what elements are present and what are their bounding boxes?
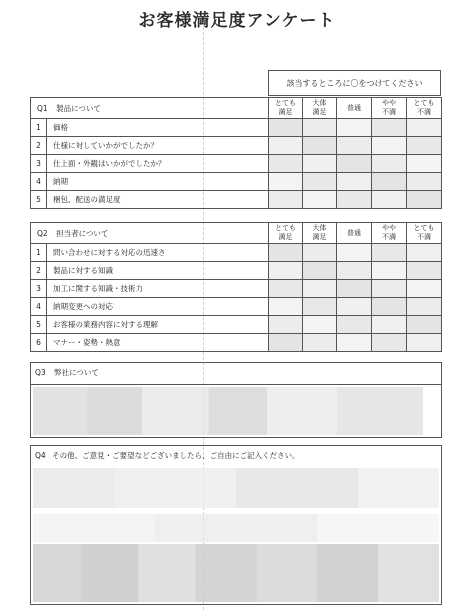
rating-cell[interactable] (337, 155, 372, 173)
rating-cell[interactable] (269, 244, 303, 262)
rating-cell[interactable] (269, 298, 303, 316)
rating-cell[interactable] (337, 262, 372, 280)
rating-cell[interactable] (407, 280, 442, 298)
table-row (31, 191, 442, 209)
scale-header-3 (372, 223, 407, 244)
rating-cell[interactable] (372, 334, 407, 352)
q3-label-text: 弊社について (54, 368, 99, 377)
item-label: 納期 (47, 173, 269, 191)
scale-label-top: とても (413, 224, 435, 232)
scale-header-1 (303, 98, 337, 119)
instruction-box: 該当するところに〇をつけてください (268, 70, 441, 96)
rating-cell[interactable] (269, 262, 303, 280)
table-row (31, 244, 442, 262)
rating-cell[interactable] (407, 173, 442, 191)
rating-cell[interactable] (407, 191, 442, 209)
scale-header-0 (269, 223, 303, 244)
rating-cell[interactable] (372, 137, 407, 155)
scale-label-top: とても (275, 99, 296, 107)
item-number: 1 (31, 119, 47, 137)
rating-cell[interactable] (269, 191, 303, 209)
rating-cell[interactable] (372, 244, 407, 262)
scale-header-1 (303, 223, 337, 244)
scale-label-top: 普通 (347, 228, 361, 237)
rating-cell[interactable] (269, 334, 303, 352)
scale-header-0 (269, 98, 303, 119)
rating-cell[interactable] (303, 316, 337, 334)
rating-cell[interactable] (337, 173, 372, 191)
q4-redacted-area-3 (33, 544, 439, 602)
item-number: 5 (31, 316, 47, 334)
rating-cell[interactable] (337, 137, 372, 155)
scale-label-top: とても (413, 99, 435, 107)
table-row (31, 173, 442, 191)
rating-cell[interactable] (407, 244, 442, 262)
scale-header-4 (407, 223, 442, 244)
item-label: 製品に対する知識 (47, 262, 269, 280)
q2-heading-text: 担当者について (56, 228, 109, 238)
item-label: 梱包、配送の満足度 (47, 191, 269, 209)
table-row (31, 155, 442, 173)
q2-table (30, 222, 442, 352)
q4-box (30, 445, 442, 605)
rating-cell[interactable] (337, 280, 372, 298)
item-label: 価格 (47, 119, 269, 137)
item-label: 加工に関する知識・技術力 (47, 280, 269, 298)
rating-cell[interactable] (303, 173, 337, 191)
q1-heading-text: 製品について (56, 103, 101, 113)
item-label: 問い合わせに対する対応の迅速さ (47, 244, 269, 262)
rating-cell[interactable] (407, 137, 442, 155)
rating-cell[interactable] (303, 334, 337, 352)
rating-cell[interactable] (407, 262, 442, 280)
q1-id: Q1 (37, 103, 48, 113)
q1-header-row (31, 98, 442, 119)
q3-label (35, 367, 99, 378)
rating-cell[interactable] (269, 137, 303, 155)
rating-cell[interactable] (372, 316, 407, 334)
table-row (31, 119, 442, 137)
rating-cell[interactable] (372, 173, 407, 191)
rating-cell[interactable] (337, 191, 372, 209)
q3-redacted-area (33, 387, 423, 435)
item-label: お客様の業務内容に対する理解 (47, 316, 269, 334)
rating-cell[interactable] (337, 298, 372, 316)
q4-redacted-area-1 (33, 468, 439, 508)
item-number: 6 (31, 334, 47, 352)
rating-cell[interactable] (303, 298, 337, 316)
rating-cell[interactable] (372, 119, 407, 137)
scale-label-bottom: 不満 (382, 108, 396, 116)
q3-box (30, 362, 442, 438)
rating-cell[interactable] (303, 262, 337, 280)
rating-cell[interactable] (303, 191, 337, 209)
scale-label-bottom: 満足 (278, 233, 293, 241)
q4-id: Q4 (35, 451, 46, 460)
scale-label-bottom: 満足 (312, 108, 327, 116)
rating-cell[interactable] (337, 244, 372, 262)
rating-cell[interactable] (407, 334, 442, 352)
item-number: 2 (31, 262, 47, 280)
item-number: 2 (31, 137, 47, 155)
q1-table (30, 97, 442, 209)
scale-label-top: 大体 (312, 224, 327, 232)
rating-cell[interactable] (372, 280, 407, 298)
scale-label-top: 普通 (347, 103, 361, 112)
item-number: 3 (31, 280, 47, 298)
item-label: 納期変更への対応 (47, 298, 269, 316)
scale-label-top: やや (382, 99, 396, 107)
scale-label-bottom: 不満 (382, 233, 396, 241)
rating-cell[interactable] (269, 280, 303, 298)
rating-cell[interactable] (372, 155, 407, 173)
rating-cell[interactable] (337, 316, 372, 334)
q4-redacted-area-2 (33, 514, 439, 542)
scale-label-top: とても (275, 224, 296, 232)
scale-label-bottom: 満足 (312, 233, 327, 241)
table-row (31, 262, 442, 280)
scale-header-4 (407, 98, 442, 119)
rating-cell[interactable] (269, 173, 303, 191)
item-number: 4 (31, 173, 47, 191)
table-row (31, 280, 442, 298)
rating-cell[interactable] (303, 137, 337, 155)
rating-cell[interactable] (303, 155, 337, 173)
rating-cell[interactable] (372, 298, 407, 316)
q4-label (35, 450, 300, 461)
table-row (31, 137, 442, 155)
item-label: 仕様に対していかがでしたか？ (47, 137, 269, 155)
q4-label-text: その他、ご意見・ご要望などございましたら、ご自由にご記入ください。 (52, 451, 300, 460)
table-row (31, 316, 442, 334)
scale-header-2 (337, 223, 372, 244)
rating-cell[interactable] (407, 298, 442, 316)
scale-header-2 (337, 98, 372, 119)
scale-label-bottom: 満足 (278, 108, 293, 116)
rating-cell[interactable] (372, 191, 407, 209)
rating-cell[interactable] (372, 262, 407, 280)
q2-id: Q2 (37, 228, 48, 238)
item-label: 仕上面・外観はいかがでしたか？ (47, 155, 269, 173)
item-number: 5 (31, 191, 47, 209)
rating-cell[interactable] (269, 119, 303, 137)
rating-cell[interactable] (269, 155, 303, 173)
scale-label-bottom: 不満 (417, 233, 431, 241)
item-number: 3 (31, 155, 47, 173)
table-row (31, 334, 442, 352)
q2-heading (31, 223, 269, 244)
scale-label-bottom: 不満 (417, 108, 431, 116)
item-number: 1 (31, 244, 47, 262)
rating-cell[interactable] (407, 155, 442, 173)
item-number: 4 (31, 298, 47, 316)
rating-cell[interactable] (337, 119, 372, 137)
page-title: お客様満足度アンケート (138, 11, 336, 31)
rating-cell[interactable] (269, 316, 303, 334)
rating-cell[interactable] (303, 280, 337, 298)
scale-label-top: 大体 (312, 99, 327, 107)
rating-cell[interactable] (303, 119, 337, 137)
rating-cell[interactable] (337, 334, 372, 352)
q2-header-row (31, 223, 442, 244)
scale-label-top: やや (382, 224, 396, 232)
rating-cell[interactable] (407, 119, 442, 137)
table-row (31, 298, 442, 316)
scale-header-3 (372, 98, 407, 119)
rating-cell[interactable] (407, 316, 442, 334)
rating-cell[interactable] (303, 244, 337, 262)
item-label: マナー・姿勢・熱意 (47, 334, 269, 352)
q1-heading (31, 98, 269, 119)
q3-id: Q3 (35, 368, 46, 377)
